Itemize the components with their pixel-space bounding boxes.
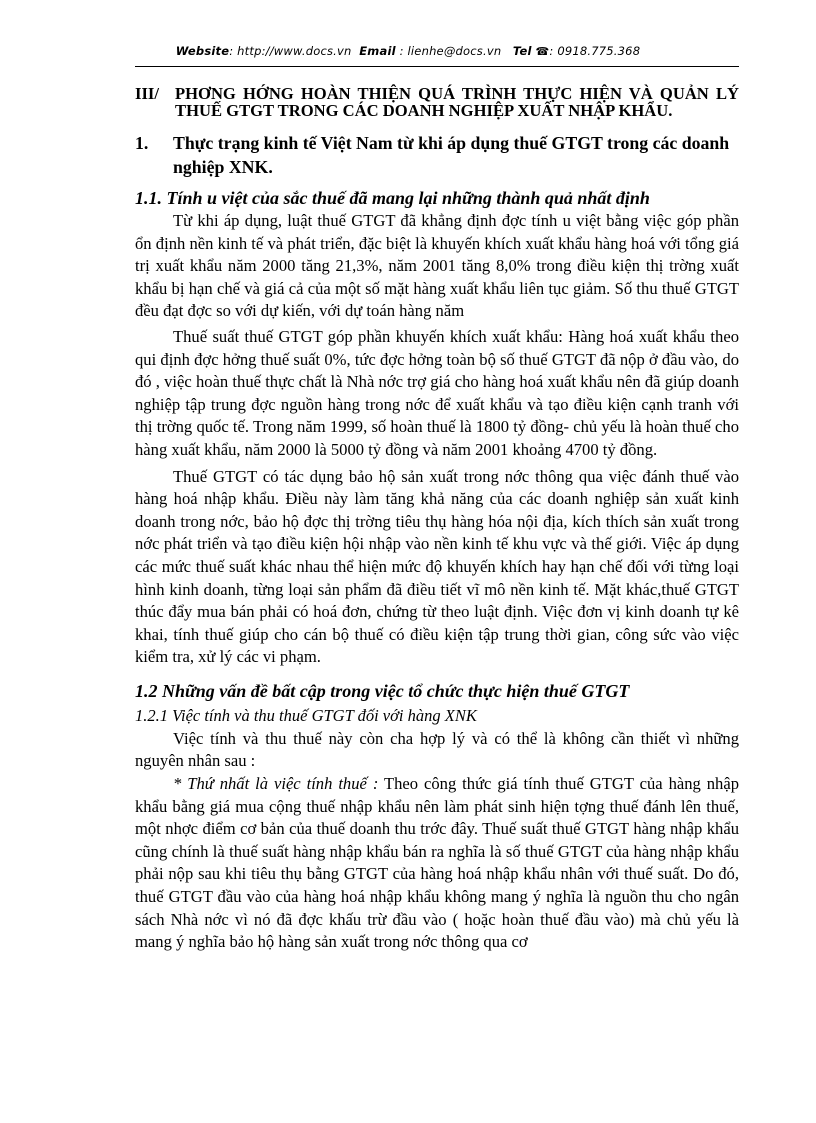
heading-1-1: 1.1. Tính u việt của sắc thuế đã mang lại những thành quả nhất định — [135, 188, 650, 208]
document-body — [135, 86, 739, 954]
website-label: Website — [175, 44, 230, 58]
first-reason-body: Theo công thức giá tính thuế GTGT của hàng nhập khẩu bằng giá mua cộng thuế nhập khẩu nên làm phát sinh hiện tợng thuế đánh lên thuế, một nhợc điểm cơ bản của thuế doanh thu trớc đây. Thuế suất thuế GTGT hàng nhập khẩu cũng chính là thuế suất hàng nhập khẩu bán ra nghĩa là số thuế GTGT của hàng nhập khẩu phải nộp sau khi tiêu thụ bằng GTGT của hàng hoá nhập khẩu nhân với thuế suất. Do đó, thuế GTGT đầu vào của hàng hoá nhập khẩu không mang ý nghĩa là nguồn thu cho ngân sách Nhà nớc vì nó đã đợc khấu trừ đầu vào ( hoặc hoàn thuế đầu vào) mà chủ yếu là mang ý nghĩa bảo hộ hàng sản xuất trong nớc thông qua cơ — [135, 774, 739, 952]
paragraph-first-reason — [135, 773, 739, 954]
paragraph: Từ khi áp dụng, luật thuế GTGT đã khẳng định đợc tính u việt bằng việc góp phần ổn định nền kinh tế và phát triển, đặc biệt là khuyến khích xuất khẩu hàng hoá với tổng giá trị xuất khẩu năm 2000 tăng 21,3%, năm 2001 tăng 8,0% trong điều kiện thị trờng xuất khẩu bị hạn chế và giá cả của một số mặt hàng xuất khẩu liên tục giảm. Số thu thuế GTGT đều đạt đợc so với dự kiến, với dự toán hàng năm — [135, 211, 739, 321]
phone-icon: ☎ — [535, 45, 550, 58]
tel-label: Tel — [512, 44, 532, 58]
section-title: PHƠNG HỚNG HOÀN THIỆN QUÁ TRÌNH THỰC HIỆN VÀ QUẢN LÝ THUẾ GTGT TRONG CÁC DOANH NGHIỆP XUẤT NHẬP KHẨU. — [175, 84, 739, 120]
page-header — [0, 44, 816, 58]
tel-number: : 0918.775.368 — [549, 44, 641, 58]
heading-1 — [135, 131, 739, 179]
paragraph: Thuế suất thuế GTGT góp phần khuyến khích xuất khẩu: Hàng hoá xuất khẩu theo qui định đợc hởng thuế suất 0%, tức đợc hởng toàn bộ số thuế GTGT đã nộp ở đầu vào, do đó , việc hoàn thuế thực chất là Nhà nớc trợ giá cho hàng hoá xuất khẩu nên đã giúp doanh nghiệp tập trung đợc nguồn hàng trong nớc để xuất khẩu và tạo điều kiện cạnh tranh với thị trờng quốc tế. Trong năm 1999, số hoàn thuế là 1800 tỷ đồng- chủ yếu là hoàn thuế cho hàng xuất khẩu, năm 2000 là 5000 tỷ đồng và năm 2001 khoảng 4700 tỷ đồng. — [135, 326, 739, 459]
heading-1-number: 1. — [135, 133, 149, 153]
section-heading — [135, 86, 739, 119]
email-address: : lienhe@docs.vn — [395, 44, 502, 58]
website-url: : http://www.docs.vn — [229, 44, 352, 58]
paragraph: Thuế GTGT có tác dụng bảo hộ sản xuất trong nớc thông qua việc đánh thuế vào hàng hoá nhập khẩu. Điều này làm tăng khả năng của các doanh nghiệp sản xuất kinh doanh trong nớc, bảo hộ đợc thị trờng tiêu thụ hàng hóa nội địa, kích thích sản xuất trong nớc phát triển và tạo điều kiện hội nhập vào nền kinh tế khu vực và thế giới. Việc áp dụng các mức thuế suất khác nhau thể hiện mức độ khuyến khích hay hạn chế đối với từng loại hình kinh doanh, từng loại sản phẩm đã điều tiết vĩ mô nền kinh tế. Mặt khác,thuế GTGT thúc đẩy mua bán phải có hoá đơn, chứng từ theo luật định. Việc đơn vị kinh doanh tự kê khai, tính thuế giúp cho cán bộ thuế có điều kiện tập trung thời gian, công sức vào việc kiểm tra, xử lý các vi phạm. — [135, 466, 739, 667]
email-label: Email — [359, 44, 396, 58]
paragraph: Việc tính và thu thuế này còn cha hợp lý và có thể là không cần thiết vì những nguyên nhân sau : — [135, 728, 739, 771]
heading-1-2: 1.2 Những vấn đề bất cập trong việc tổ chức thực hiện thuế GTGT — [135, 680, 630, 701]
heading-1-2-1: 1.2.1 Việc tính và thu thuế GTGT đối với hàng XNK — [135, 705, 477, 725]
header-divider — [135, 66, 739, 67]
heading-1-title: Thực trạng kinh tế Việt Nam từ khi áp dụng thuế GTGT trong các doanh nghiệp XNK. — [173, 133, 730, 177]
section-number: III/ — [135, 84, 159, 103]
first-reason-lead: * Thứ nhất là việc tính thuế : — [173, 774, 379, 794]
